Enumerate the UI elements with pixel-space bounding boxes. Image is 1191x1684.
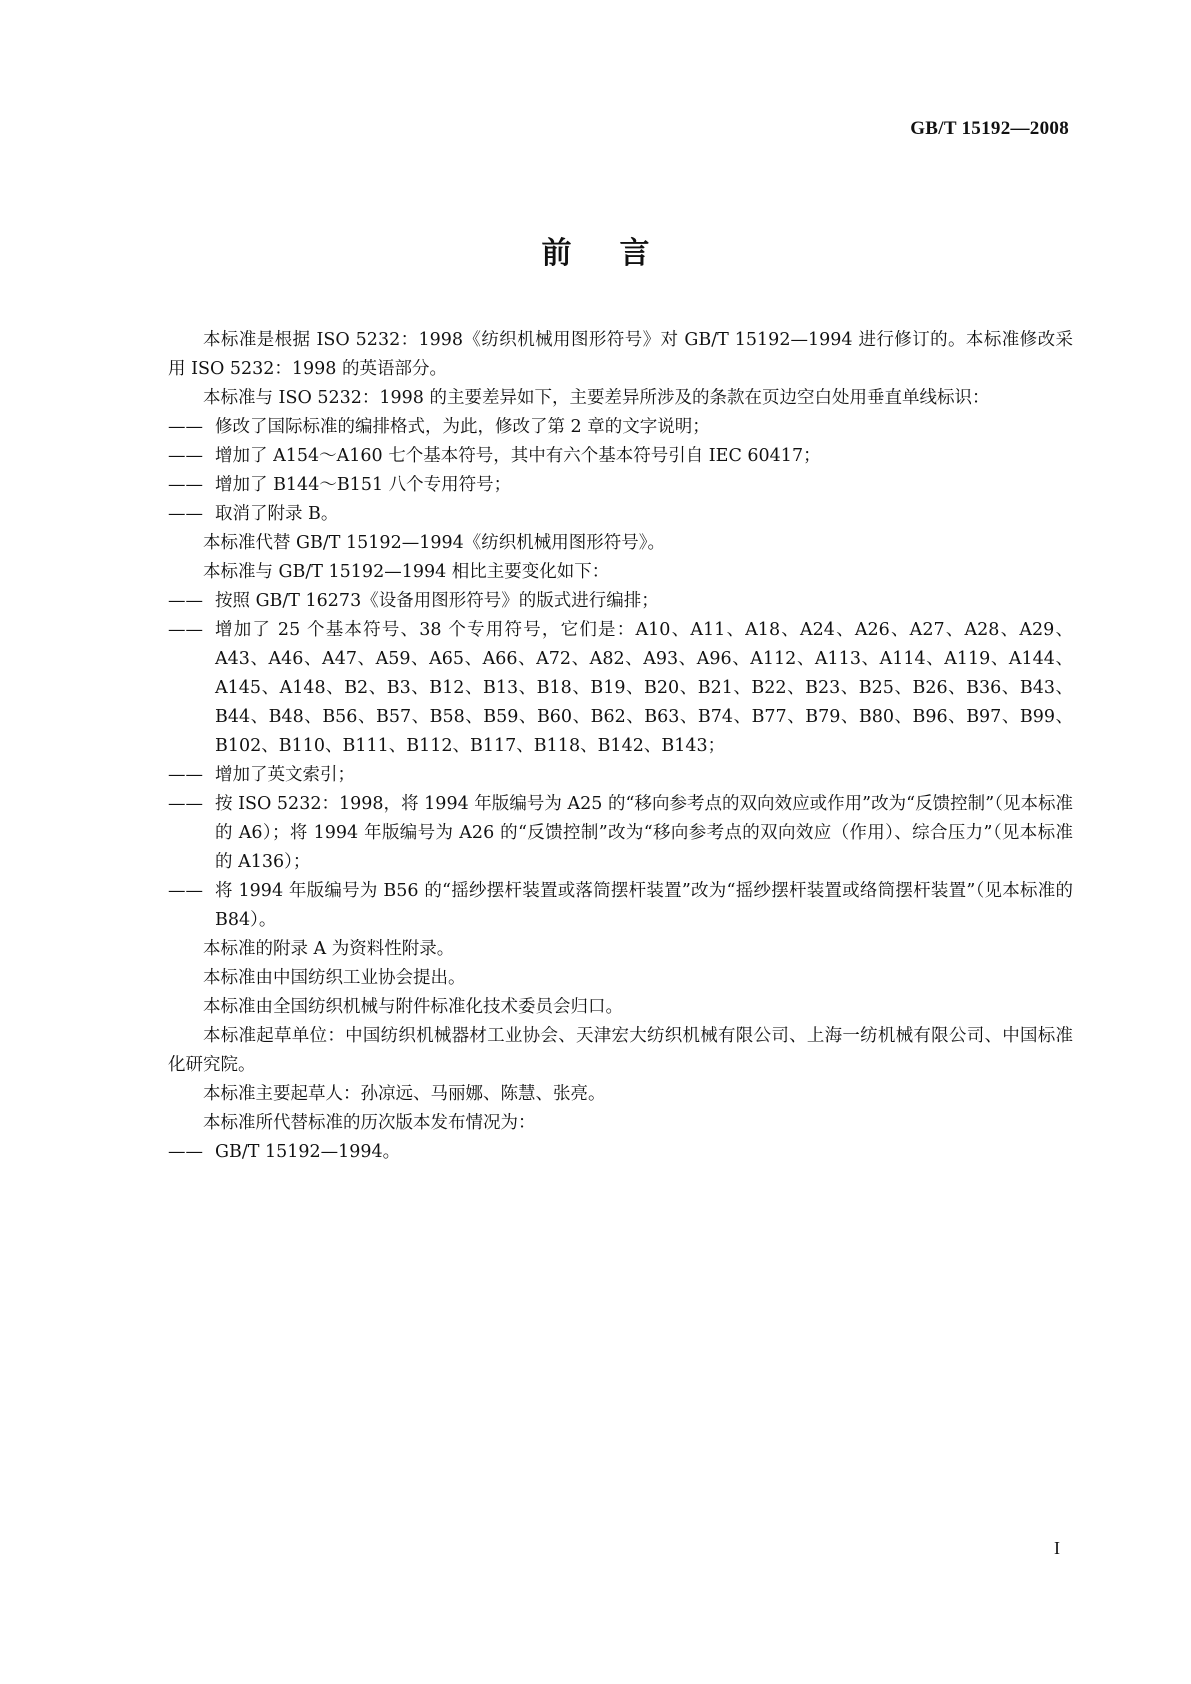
- list-item: [168, 1138, 1073, 1167]
- list-item-text: 增加了 25 个基本符号、38 个专用符号，它们是：A10、A11、A18、A24、A26、A27、A28、A29、A43、A46、A47、A59、A65、A66、A72、A82、A93、A96、A112、A113、A114、A119、A144、A145、A148、B2、B3、B12、B13、B18、B19、B20、B21、B22、B23、B25、B26、B36、B43、B44、B48、B56、B57、B58、B59、B60、B62、B63、B74、B77、B79、B80、B96、B97、B99、B102、B110、B111、B112、B117、B118、B142、B143；: [215, 620, 1073, 756]
- list-dash: ——: [168, 446, 203, 466]
- list-dash: ——: [168, 620, 203, 640]
- list-item-text: 按照 GB/T 16273《设备用图形符号》的版式进行编排；: [215, 591, 659, 611]
- paragraph-drafting-units: 本标准起草单位：中国纺织机械器材工业协会、天津宏大纺织机械有限公司、上海一纺机械有限公司、中国标准化研究院。: [168, 1026, 1073, 1075]
- page-title: 前言: [541, 236, 698, 271]
- list-dash: ——: [168, 417, 203, 437]
- list-item: [168, 500, 1073, 529]
- list-item: [168, 413, 1073, 442]
- list-item: [168, 616, 1073, 761]
- list-item: [168, 471, 1073, 500]
- list-item: [168, 790, 1073, 877]
- list-dash: ——: [168, 1142, 203, 1162]
- paragraph-history-intro: 本标准所代替标准的历次版本发布情况为：: [203, 1113, 536, 1133]
- list-dash: ——: [168, 794, 203, 814]
- paragraph-replaces: 本标准代替 GB/T 15192—1994《纺织机械用图形符号》。: [203, 533, 665, 553]
- list-dash: ——: [168, 475, 203, 495]
- list-item-text: 取消了附录 B。: [215, 504, 339, 524]
- paragraph-changes-intro: 本标准与 GB/T 15192—1994 相比主要变化如下：: [203, 562, 610, 582]
- paragraph-basis: 本标准是根据 ISO 5232：1998《纺织机械用图形符号》对 GB/T 15192—1994 进行修订的。本标准修改采用 ISO 5232：1998 的英语部分。: [168, 330, 1073, 379]
- document-body: [168, 326, 1073, 1167]
- list-item: [168, 761, 1073, 790]
- paragraph-appendix: 本标准的附录 A 为资料性附录。: [203, 939, 455, 959]
- list-item-text: 按 ISO 5232：1998，将 1994 年版编号为 A25 的“移向参考点的双向效应或作用”改为“反馈控制”（见本标准的 A6）；将 1994 年版编号为 A26 的“反馈控制”改为“移向参考点的双向效应（作用）、综合压力”（见本标准的 A136）；: [215, 794, 1073, 872]
- list-item-text: 增加了 A154～A160 七个基本符号，其中有六个基本符号引自 IEC 60417；: [215, 446, 821, 466]
- list-dash: ——: [168, 765, 203, 785]
- paragraph-differences-intro: 本标准与 ISO 5232：1998 的主要差异如下，主要差异所涉及的条款在页边空白处用垂直单线标识：: [203, 388, 990, 408]
- paragraph-proposed-by: 本标准由中国纺织工业协会提出。: [203, 968, 466, 988]
- page-number: I: [1054, 1538, 1060, 1558]
- paragraph-centralized-by: 本标准由全国纺织机械与附件标准化技术委员会归口。: [203, 997, 623, 1017]
- list-item-text: 增加了 B144～B151 八个专用符号；: [215, 475, 512, 495]
- paragraph-drafters: 本标准主要起草人：孙凉远、马丽娜、陈慧、张亮。: [203, 1084, 606, 1104]
- list-item-text: 将 1994 年版编号为 B56 的“摇纱摆杆装置或落筒摆杆装置”改为“摇纱摆杆装置或络筒摆杆装置”（见本标准的 B84）。: [215, 881, 1073, 930]
- list-item-text: GB/T 15192—1994。: [215, 1142, 401, 1162]
- list-dash: ——: [168, 881, 203, 901]
- list-item-text: 增加了英文索引；: [215, 765, 355, 785]
- list-item: [168, 877, 1073, 935]
- list-item: [168, 442, 1073, 471]
- standard-number: GB/T 15192—2008: [910, 118, 1069, 139]
- list-dash: ——: [168, 504, 203, 524]
- list-dash: ——: [168, 591, 203, 611]
- list-item: [168, 587, 1073, 616]
- list-item-text: 修改了国际标准的编排格式，为此，修改了第 2 章的文字说明；: [215, 417, 710, 437]
